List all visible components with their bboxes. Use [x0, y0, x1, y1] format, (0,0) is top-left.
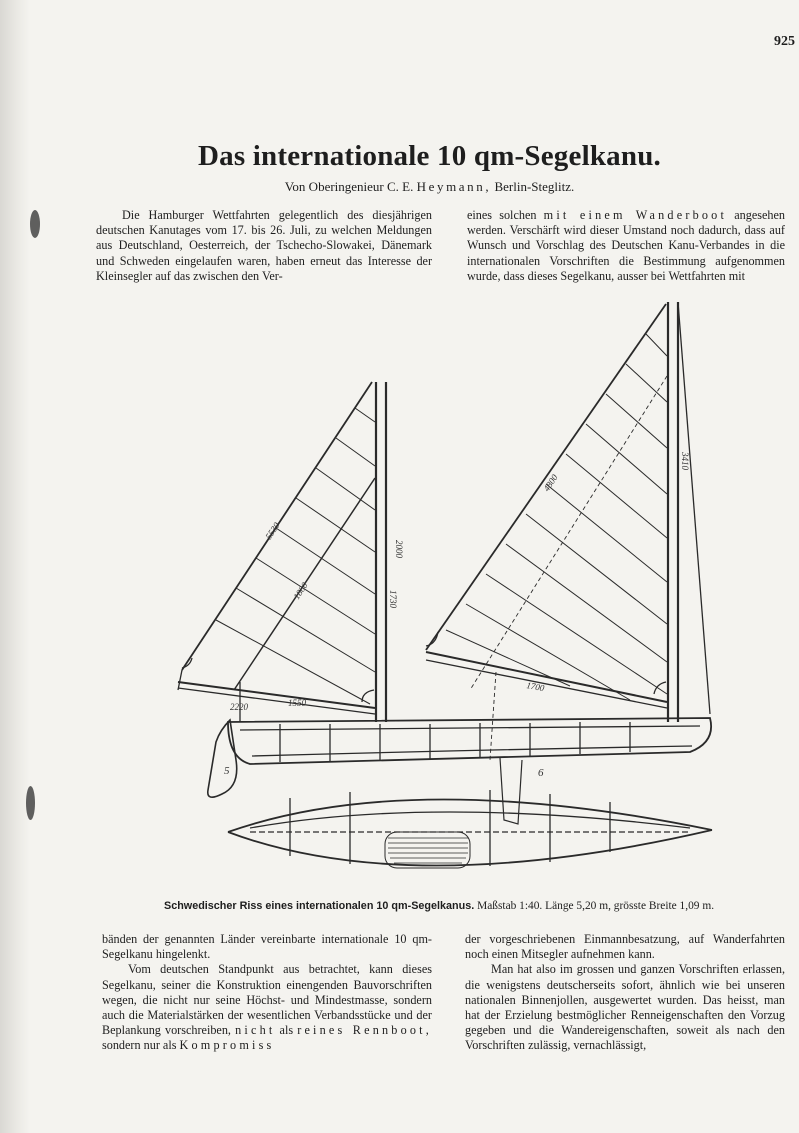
body-paragraph	[102, 962, 432, 1053]
part-number: 5	[224, 765, 230, 777]
dimension-label: 1800	[291, 580, 310, 602]
part-number: 6	[538, 767, 544, 779]
dimension-label: 1550	[288, 698, 306, 708]
intro-column-right	[467, 208, 785, 284]
hull-profile	[208, 718, 711, 824]
text-run: als	[279, 1023, 294, 1038]
mizzen-sail	[178, 382, 386, 722]
text-run: Vom deutschen Standpunkt aus betrachtet, kann dieses Segelkanu, seiner die Konstruktion einengenden Bauvorschriften wegen, die nicht nur seine Höchst- und Mindestmasse, sondern auch die Materialstärken der wesentlichen Verbandsstücke und der Beplankung vorschreiben,	[102, 962, 432, 1038]
body-paragraph: bänden der genannten Länder vereinbarte internationale 10 qm-Segelkanu hingelenkt.	[102, 932, 432, 962]
mizzen-battens	[216, 408, 375, 704]
text-run: angesehen werden. Verschärft wird dieser Umstand noch dadurch, dass auf Wunsch und Vorschlag des Deutschen Kanu-Verbandes in die internationalen Vorschriften die Bestimmung aufgenommen wurde, dass dieses Segelkanu, ausser bei Wettfahrten mit	[467, 208, 786, 283]
ink-stain	[26, 786, 35, 820]
article-title: Das internationale 10 qm-Segelkanu.	[198, 140, 661, 172]
intro-paragraph: Die Hamburger Wettfahrten gelegentlich des diesjährigen deutschen Kanutages vom 17. bis 26. Juli, zu welchen Meldungen aus Deutschland, Oesterreich, der Tschecho-Slowakei, Dänemark und Schweden eingelaufen waren, haben erneut das Interesse der Kleinsegler auf das zwischen den Ver-	[96, 208, 432, 283]
spaced-text-run: nicht	[235, 1023, 276, 1038]
sail-plan-drawing	[170, 290, 730, 890]
body-paragraph: Man hat also im grossen und ganzen Vorschriften erlassen, die wenigstens deutscherseits sofort, ähnlich wie bei unseren nationalen Binnenjollen, ausgewertet wurden. Das heisst, man hat der Erzielung bestmöglicher Renneigenschaften den Vorzug gegeben und die Wandereigenschaften, soweit als nach den Vorschriften zulässig, vernachlässigt,	[465, 962, 785, 1053]
spaced-text-run: reines Rennboot,	[297, 1023, 433, 1038]
page-number: 925	[774, 34, 795, 49]
byline-place: Berlin-Steglitz.	[494, 179, 575, 194]
spaced-text-run: mit einem Wanderboot	[543, 208, 728, 222]
spaced-text-run: Kompromiss	[179, 1038, 275, 1053]
caption-details: Maßstab 1:40. Länge 5,20 m, grösste Breite 1,09 m.	[477, 900, 715, 912]
intro-paragraph-continued	[467, 208, 785, 284]
book-spine-shadow	[0, 0, 30, 1133]
byline	[30, 179, 799, 195]
figure-caption	[164, 900, 794, 912]
dimension-label: 5530	[263, 520, 282, 542]
text-run: sondern nur als	[102, 1038, 177, 1053]
dimension-label: 1730	[388, 590, 398, 608]
rudder	[208, 720, 237, 797]
main-battens	[446, 334, 667, 700]
dimension-label: 4800	[541, 472, 560, 494]
hull-plan	[228, 790, 712, 868]
intro-column-left	[96, 208, 432, 284]
dimension-label: 2220	[230, 702, 248, 712]
body-column-right	[465, 932, 785, 1054]
byline-prefix: Von Oberingenieur C. E.	[284, 179, 414, 194]
ink-stain	[30, 210, 40, 238]
dimension-label: 2000	[394, 540, 404, 558]
dimension-label: 3410	[680, 452, 690, 470]
text-run: eines solchen	[467, 208, 537, 222]
main-sail	[426, 302, 710, 760]
caption-title: Schwedischer Riss eines internationalen 10 qm-Segelkanus.	[164, 900, 475, 912]
dimension-label: 1700	[525, 680, 546, 694]
body-paragraph: der vorgeschriebenen Einmannbesatzung, auf Wanderfahrten noch einen Mitsegler aufnehmen kann.	[465, 932, 785, 962]
byline-author: Heymann,	[416, 179, 492, 194]
body-column-left	[102, 932, 432, 1054]
